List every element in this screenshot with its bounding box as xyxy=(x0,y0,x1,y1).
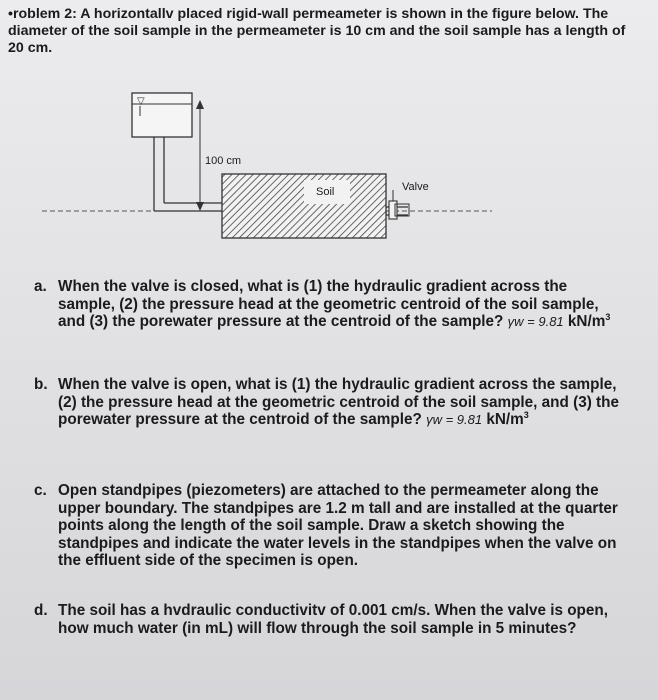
unit: kN/m xyxy=(486,411,524,428)
unit-weight: γw = 9.81 xyxy=(426,412,483,427)
question-label: a. xyxy=(34,278,47,295)
question-label: c. xyxy=(34,482,47,499)
unit: kN/m xyxy=(567,313,606,330)
valve-label: Valve xyxy=(402,181,429,193)
question-text: When the valve is open, what is (1) the hydraulic gradient across the sample, (2) the pressure head at the geometric centroid of the soil sample, and (3) the porewater pressure at the centroid of the sample? xyxy=(58,376,620,428)
unit-exponent: 3 xyxy=(605,311,611,322)
problem-number: •roblem 2: xyxy=(8,6,77,22)
question-label: b. xyxy=(34,376,48,393)
unit-weight: γw = 9.81 xyxy=(507,314,564,329)
head-dimension-label: 100 cm xyxy=(205,155,242,167)
question-text: Open standpipes (piezometers) are attached to the permeameter along the upper boundary. The standpipes are 1.2 m tall and are installed at the quarter points along the length of the soil sample. Draw a sketch showing the standpipes and indicate the water levels in the standpipes when the valve on the effluent side of the specimen is open. xyxy=(58,482,618,569)
water-level-symbol: ▽ xyxy=(137,96,145,107)
soil-label: Soil xyxy=(316,186,335,198)
question-text: The soil has a hvdraulic conductivitv of 0.001 cm/s. When the valve is open, how much water (in mL) will flow through the soil sample in 5 minutes? xyxy=(58,602,609,637)
unit-exponent: 3 xyxy=(523,409,529,420)
problem-text: A horizontallv placed rigid-wall permeameter is shown in the figure below. The diameter of the soil sample in the permeameter is 10 cm and the soil sample has a length of 20 cm. xyxy=(8,6,626,56)
question-label: d. xyxy=(34,602,48,619)
question-text: When the valve is closed, what is (1) the hydraulic gradient across the sample, (2) the pressure head at the geometric centroid of the soil sample, and (3) the porewater pressure at the centroid of the sample? xyxy=(58,278,599,330)
permeameter-figure xyxy=(40,90,500,250)
problem-statement xyxy=(8,6,638,57)
